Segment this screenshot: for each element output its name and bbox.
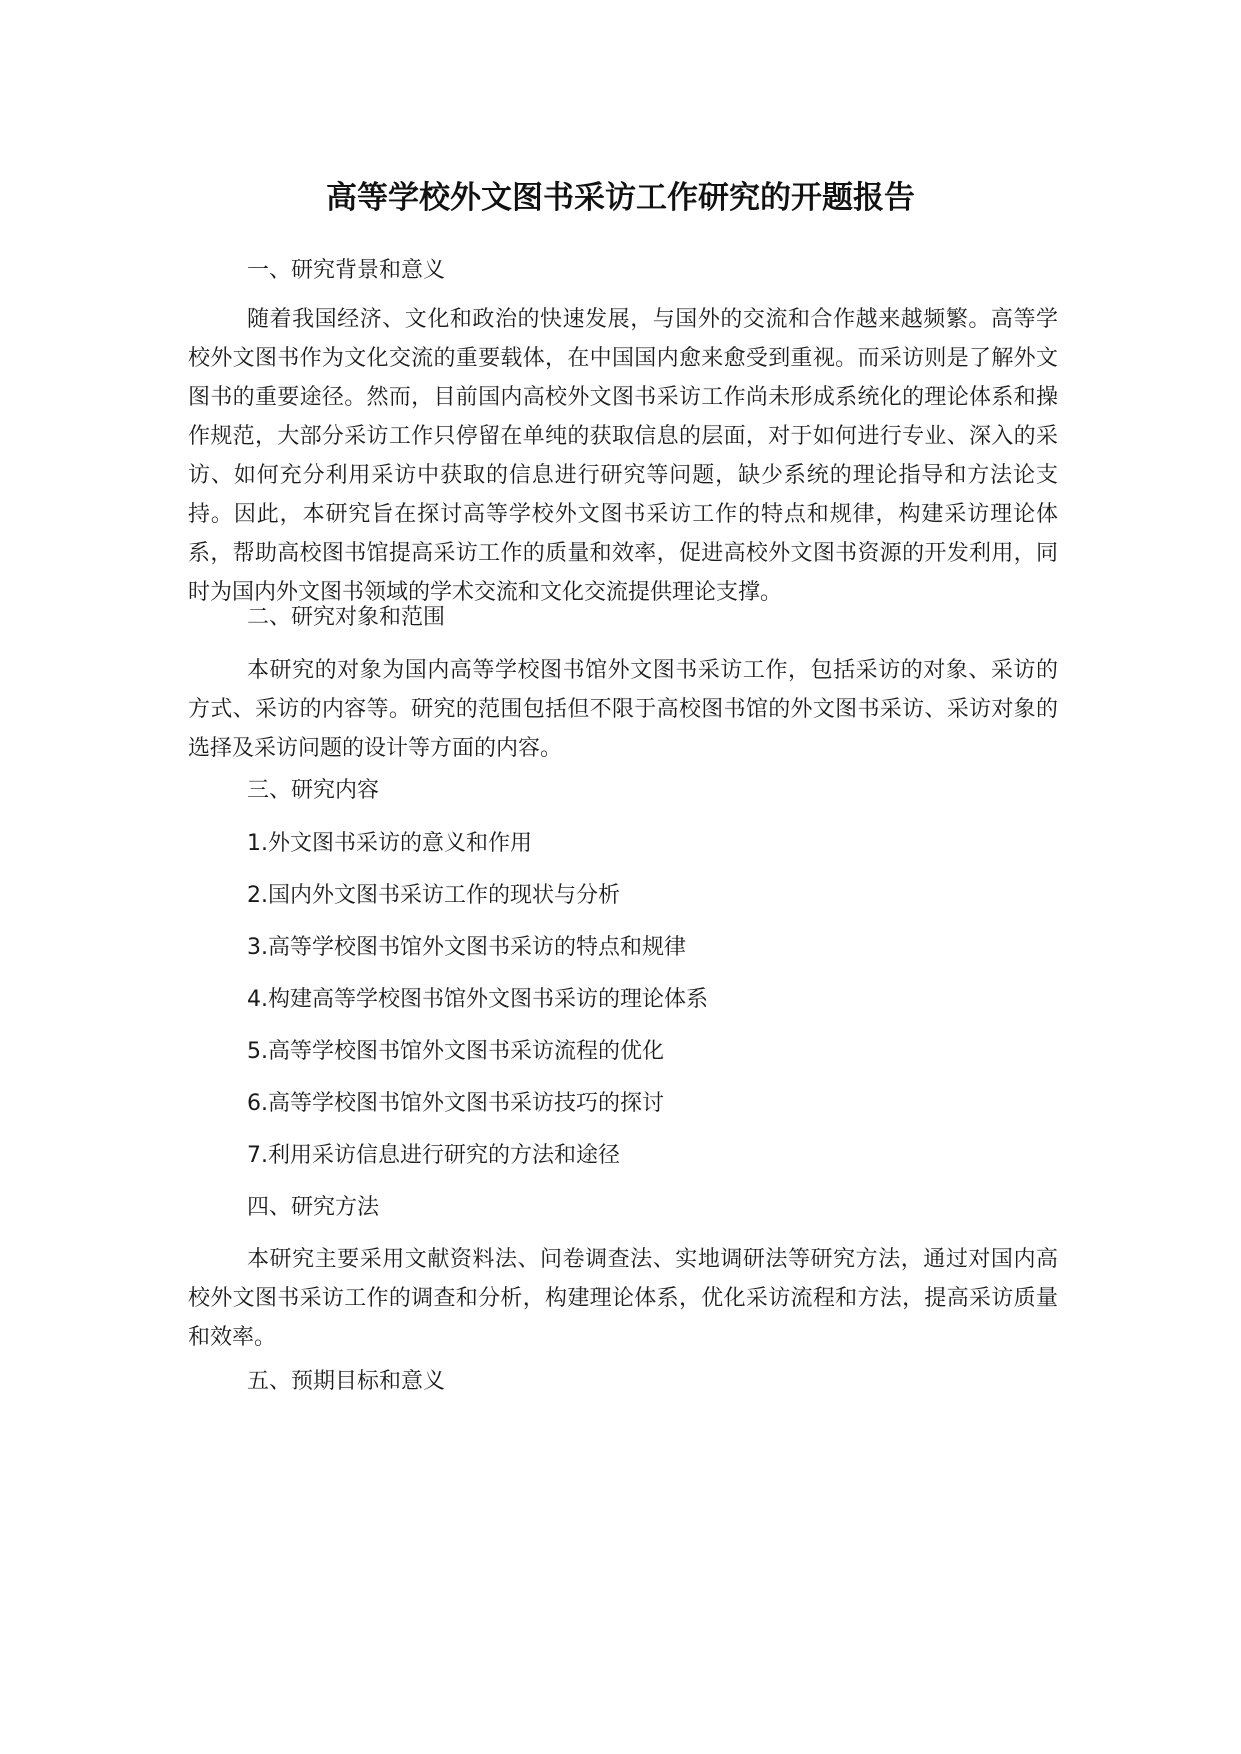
list-item: 6.高等学校图书馆外文图书采访技巧的探讨 bbox=[247, 1091, 664, 1116]
list-item: 3.高等学校图书馆外文图书采访的特点和规律 bbox=[247, 935, 686, 960]
section-heading-content: 三、研究内容 bbox=[247, 778, 380, 803]
list-item: 4.构建高等学校图书馆外文图书采访的理论体系 bbox=[247, 987, 708, 1012]
paragraph-scope: 本研究的对象为国内高等学校图书馆外文图书采访工作，包括采访的对象、采访的方式、采访的内容等。研究的范围包括但不限于高校图书馆的外文图书采访、采访对象的选择及采访问题的设计等方面的内容。 bbox=[188, 658, 1058, 761]
section-heading-scope: 二、研究对象和范围 bbox=[247, 605, 446, 630]
list-item: 5.高等学校图书馆外文图书采访流程的优化 bbox=[247, 1039, 664, 1064]
section-heading-goals: 五、预期目标和意义 bbox=[247, 1369, 446, 1394]
document-title: 高等学校外文图书采访工作研究的开题报告 bbox=[326, 180, 915, 216]
list-item: 2.国内外文图书采访工作的现状与分析 bbox=[247, 883, 620, 908]
section-heading-background: 一、研究背景和意义 bbox=[247, 258, 446, 283]
paragraph-background: 随着我国经济、文化和政治的快速发展，与国外的交流和合作越来越频繁。高等学校外文图书作为文化交流的重要载体，在中国国内愈来愈受到重视。而采访则是了解外文图书的重要途径。然而，目前国内高校外文图书采访工作尚未形成系统化的理论体系和操作规范，大部分采访工作只停留在单纯的获取信息的层面，对于如何进行专业、深入的采访、如何充分利用采访中获取的信息进行研究等问题，缺少系统的理论指导和方法论支持。因此，本研究旨在探讨高等学校外文图书采访工作的特点和规律，构建采访理论体系，帮助高校图书馆提高采访工作的质量和效率，促进高校外文图书资源的开发利用，同时为国内外文图书领域的学术交流和文化交流提供理论支撑。 bbox=[188, 307, 1058, 605]
paragraph-methods: 本研究主要采用文献资料法、问卷调查法、实地调研法等研究方法，通过对国内高校外文图书采访工作的调查和分析，构建理论体系，优化采访流程和方法，提高采访质量和效率。 bbox=[188, 1247, 1058, 1350]
section-heading-methods: 四、研究方法 bbox=[247, 1195, 380, 1220]
list-item: 1.外文图书采访的意义和作用 bbox=[247, 831, 532, 856]
list-item: 7.利用采访信息进行研究的方法和途径 bbox=[247, 1143, 620, 1168]
